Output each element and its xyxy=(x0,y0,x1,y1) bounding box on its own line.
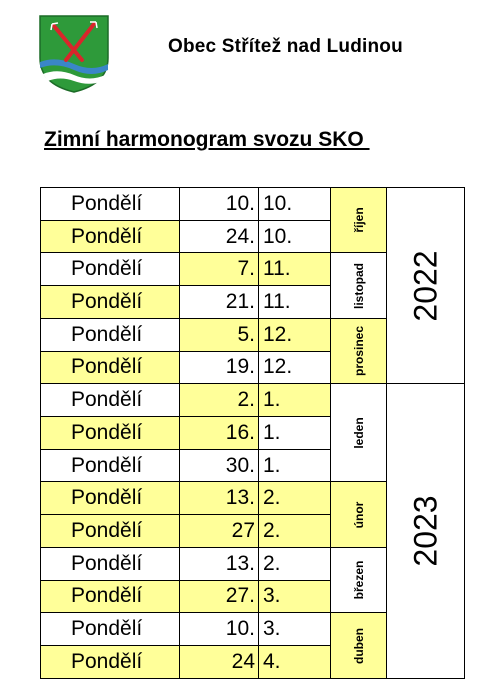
year-label: 2023 xyxy=(407,495,443,567)
year-label-cell xyxy=(387,188,465,384)
month-label: březen xyxy=(351,560,366,600)
month-label-cell xyxy=(331,384,387,482)
table-row xyxy=(41,384,465,417)
date-month-cell: 11. xyxy=(259,286,331,319)
weekday-cell: Pondělí xyxy=(41,286,180,319)
date-month-cell: 3. xyxy=(259,613,331,646)
date-day-cell: 5. xyxy=(180,318,259,351)
village-name: Obec Střítež nad Ludinou xyxy=(168,36,403,57)
month-label: duben xyxy=(351,627,366,664)
month-label: listopad xyxy=(351,262,366,309)
month-label-cell xyxy=(331,188,387,253)
month-label-cell xyxy=(331,482,387,547)
date-day-cell: 27. xyxy=(180,580,259,613)
date-day-cell: 10. xyxy=(180,613,259,646)
weekday-cell: Pondělí xyxy=(41,318,180,351)
weekday-cell: Pondělí xyxy=(41,253,180,286)
schedule-title: Zimní harmonogram svozu SKO xyxy=(44,128,370,151)
date-month-cell: 10. xyxy=(259,220,331,253)
weekday-cell: Pondělí xyxy=(41,449,180,482)
date-day-cell: 27 xyxy=(180,515,259,548)
date-month-cell: 12. xyxy=(259,318,331,351)
date-month-cell: 1. xyxy=(259,449,331,482)
month-label: prosinec xyxy=(351,326,366,377)
month-label-cell xyxy=(331,253,387,318)
weekday-cell: Pondělí xyxy=(41,384,180,417)
year-label-cell xyxy=(387,384,465,679)
date-day-cell: 13. xyxy=(180,482,259,515)
date-day-cell: 30. xyxy=(180,449,259,482)
weekday-cell: Pondělí xyxy=(41,417,180,450)
date-day-cell: 13. xyxy=(180,547,259,580)
date-month-cell: 4. xyxy=(259,646,331,679)
date-month-cell: 10. xyxy=(259,188,331,221)
weekday-cell: Pondělí xyxy=(41,547,180,580)
date-day-cell: 10. xyxy=(180,188,259,221)
collection-schedule-table xyxy=(40,187,465,679)
month-label: únor xyxy=(351,501,366,529)
table-row xyxy=(41,188,465,221)
date-month-cell: 11. xyxy=(259,253,331,286)
date-day-cell: 21. xyxy=(180,286,259,319)
weekday-cell: Pondělí xyxy=(41,351,180,384)
weekday-cell: Pondělí xyxy=(41,188,180,221)
date-month-cell: 1. xyxy=(259,384,331,417)
date-month-cell: 1. xyxy=(259,417,331,450)
month-label: říjen xyxy=(351,207,366,233)
date-day-cell: 24 xyxy=(180,646,259,679)
year-label: 2022 xyxy=(407,250,443,322)
date-day-cell: 16. xyxy=(180,417,259,450)
date-month-cell: 2. xyxy=(259,482,331,515)
weekday-cell: Pondělí xyxy=(41,613,180,646)
weekday-cell: Pondělí xyxy=(41,220,180,253)
date-day-cell: 24. xyxy=(180,220,259,253)
weekday-cell: Pondělí xyxy=(41,646,180,679)
village-crest-logo xyxy=(38,14,110,94)
weekday-cell: Pondělí xyxy=(41,515,180,548)
date-day-cell: 7. xyxy=(180,253,259,286)
month-label: leden xyxy=(351,417,366,449)
date-day-cell: 2. xyxy=(180,384,259,417)
month-label-cell xyxy=(331,613,387,679)
date-month-cell: 2. xyxy=(259,515,331,548)
date-day-cell: 19. xyxy=(180,351,259,384)
date-month-cell: 12. xyxy=(259,351,331,384)
month-label-cell xyxy=(331,318,387,383)
date-month-cell: 2. xyxy=(259,547,331,580)
month-label-cell xyxy=(331,547,387,612)
weekday-cell: Pondělí xyxy=(41,580,180,613)
date-month-cell: 3. xyxy=(259,580,331,613)
weekday-cell: Pondělí xyxy=(41,482,180,515)
